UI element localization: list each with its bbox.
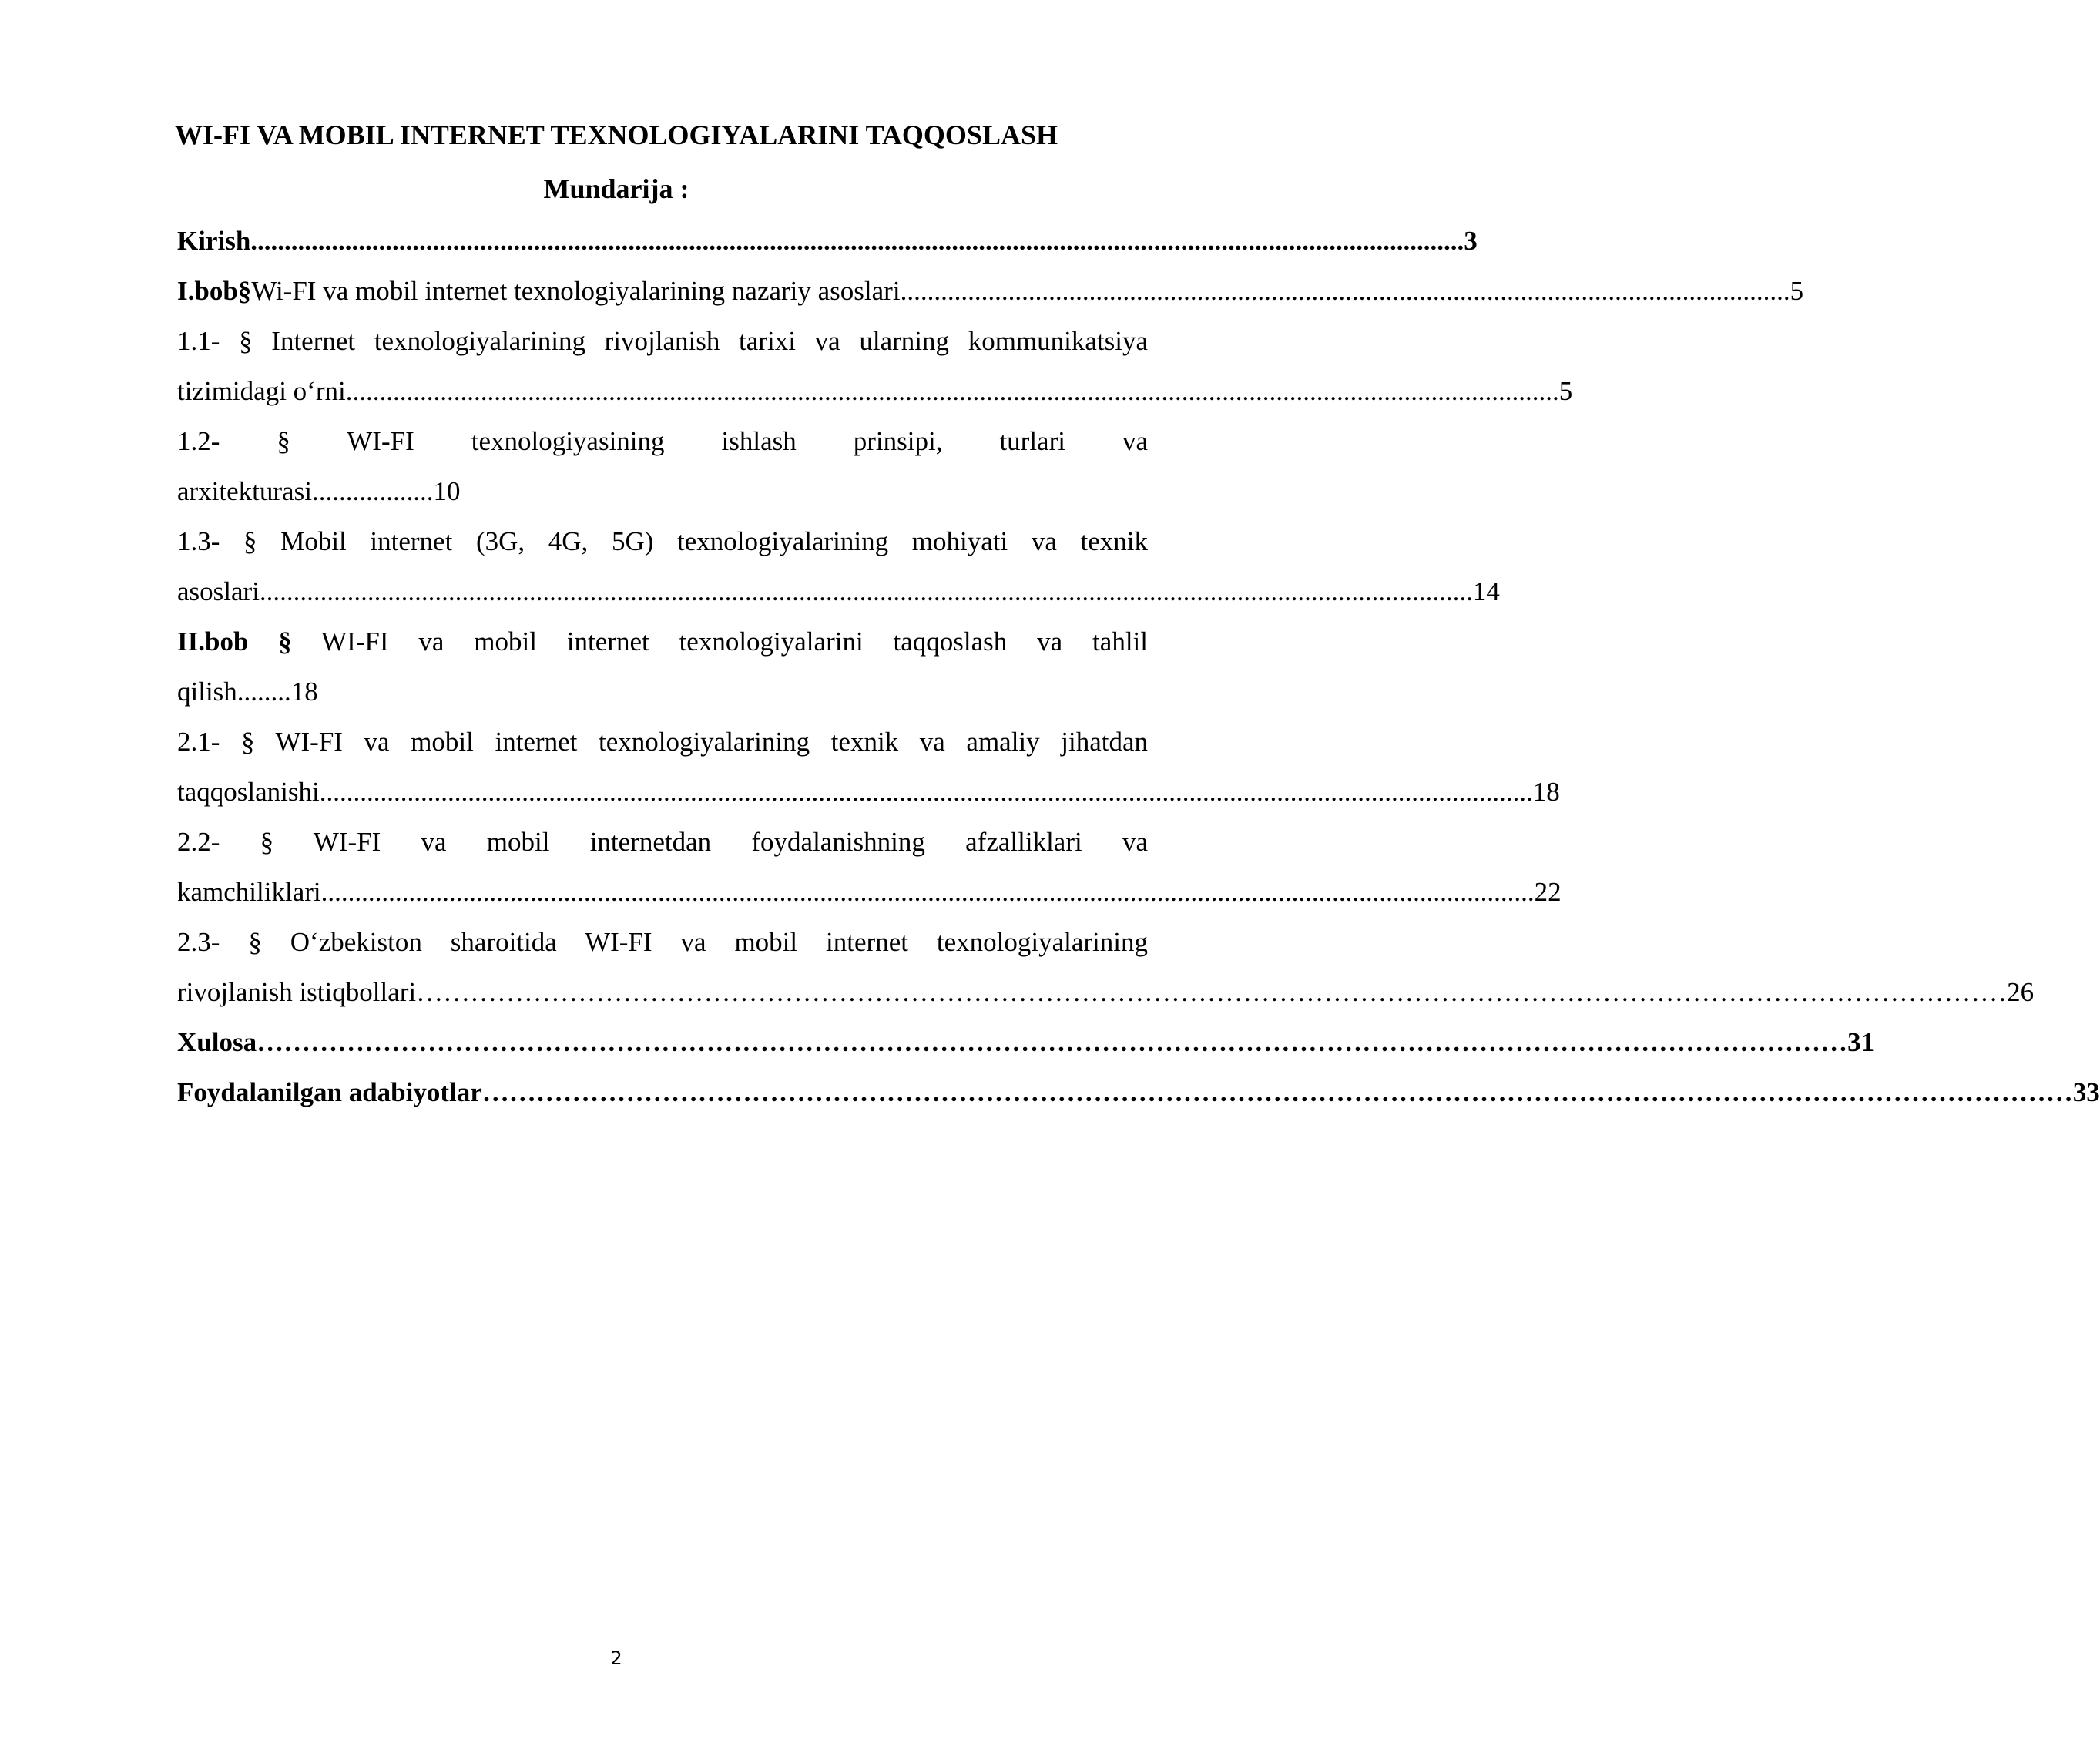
toc-leader-dots: .................................................................................................................................................................................... [250,226,1464,256]
toc-leader-dots: …………………………………………………………………………………………………………………………………………………………… [481,1077,2073,1107]
toc-entry-2-1-line2 [177,771,1560,821]
toc-entry-label: arxitekturasi [177,476,312,506]
toc-entry-label: 2.2- § WI-FI va mobil internetdan foydalanishning afzalliklari va [177,827,1148,857]
toc-entry-bob1 [177,270,1804,321]
toc-page-number: 5 [1558,376,1573,406]
toc-entry-prefix: II.bob § [177,626,292,657]
toc-entry-2-3-line1 [177,922,1148,972]
toc-entry-2-2-line2 [177,872,1562,922]
toc-page-number: 3 [1464,226,1478,256]
toc-page-number: 18 [290,677,318,707]
toc-leader-dots: …………………………………………………………………………………………………………………………………………………………… [416,977,2008,1007]
toc-leader-dots: …………………………………………………………………………………………………………………………………………………………… [257,1027,1848,1057]
toc-entry-2-3-line2 [177,972,2035,1022]
toc-entry-label: 2.1- § WI-FI va mobil internet texnologiyalarining texnik va amaliy jihatdan [177,727,1148,757]
toc-entry-label: 2.3- § O‘zbekiston sharoitida WI-FI va mobil internet texnologiyalarining [177,927,1148,957]
toc-entry-label: 1.3- § Mobil internet (3G, 4G, 5G) texnologiyalarining mohiyati va texnik [177,526,1148,556]
toc-leader-dots: .................. [311,476,434,506]
toc-leader-dots: .................................................................................................................................................................................... [319,777,1533,807]
toc-leader-dots: .................................................................................................................................................................................... [345,376,1559,406]
toc-leader-dots: .................................................................................................................................................................................... [320,877,1535,907]
toc-entry-label: qilish [177,677,237,707]
toc-entry-bob2-line1 [177,621,1148,671]
document-title: WI-FI VA MOBIL INTERNET TEXNOLOGIYALARINI TAQQOSLASH [174,119,1058,150]
toc-entry-label: 1.1- § Internet texnologiyalarining rivojlanish tarixi va ularning kommunikatsiya [177,326,1148,356]
table-of-contents [177,220,2100,1122]
toc-entry-1-2-line1 [177,421,1148,471]
toc-entry-label: Kirish [177,226,251,256]
toc-entry-label: asoslari [177,576,260,606]
toc-entry-kirish [177,220,1478,270]
toc-entry-1-3-line2 [177,571,1500,621]
toc-entry-label: rivojlanish istiqbollari [177,977,417,1007]
toc-heading: Mundarija : [543,173,689,204]
toc-entry-1-1-line2 [177,371,1573,421]
toc-leader-dots: .................................................................................................................................... [900,276,1790,306]
toc-entry-label: Wi-FI va mobil internet texnologiyalarining nazariy asoslari [251,276,901,306]
toc-entry-label: Xulosa [177,1027,257,1057]
toc-leader-dots: ........ [237,677,291,707]
toc-entry-label: WI-FI va mobil internet texnologiyalarini taqqoslash va tahlil [291,626,1148,657]
toc-page-number: 10 [433,476,461,506]
toc-entry-label: tizimidagi o‘rni [177,376,346,406]
toc-page-number: 5 [1790,276,1804,306]
toc-page-number: 26 [2007,977,2035,1007]
toc-entry-label: Foydalanilgan adabiyotlar [177,1077,482,1107]
toc-entry-adabiyotlar [177,1072,2100,1122]
page-number: 2 [610,1647,622,1669]
toc-entry-2-1-line1 [177,721,1148,771]
toc-page-number: 31 [1847,1027,1875,1057]
toc-page-number: 22 [1534,877,1562,907]
toc-entry-xulosa [177,1022,1875,1072]
toc-entry-1-3-line1 [177,521,1148,571]
toc-entry-bob2-line2 [177,671,1148,721]
toc-entry-label: taqqoslanishi [177,777,320,807]
toc-entry-1-2-line2 [177,471,1148,521]
toc-page-number: 33 [2072,1077,2100,1107]
toc-entry-label: 1.2- § WI-FI texnologiyasining ishlash prinsipi, turlari va [177,426,1148,456]
toc-page-number: 18 [1532,777,1560,807]
toc-entry-1-1-line1 [177,321,1148,371]
toc-leader-dots: .................................................................................................................................................................................... [259,576,1473,606]
toc-entry-2-2-line1 [177,821,1148,872]
toc-page-number: 14 [1472,576,1500,606]
toc-entry-label: kamchiliklari [177,877,321,907]
toc-entry-prefix: I.bob§ [177,276,252,306]
